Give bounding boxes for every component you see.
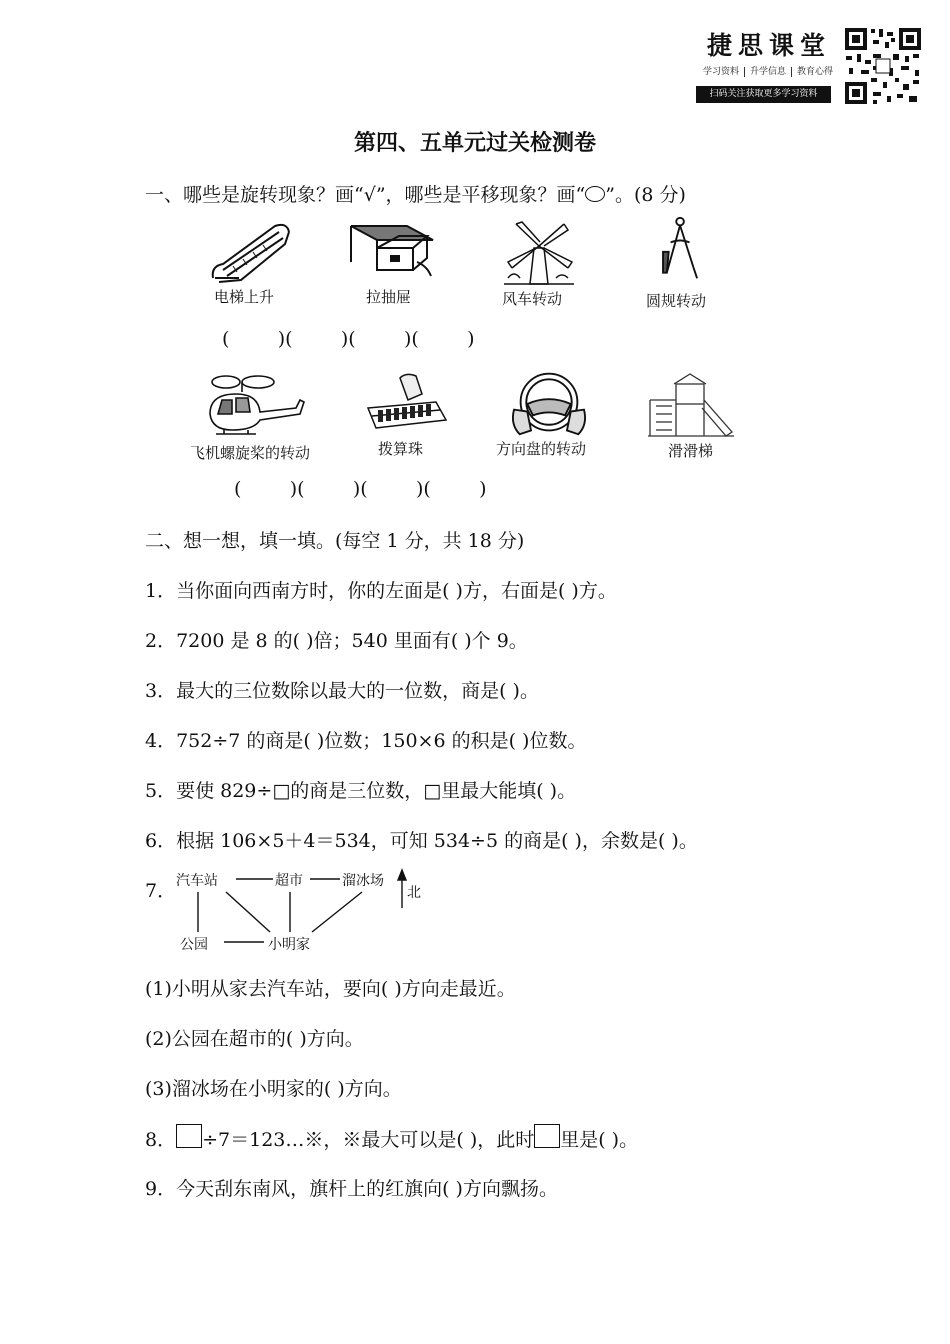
map-label-market: 超市	[275, 873, 303, 889]
map-label-station: 汽车站	[176, 873, 218, 889]
picture-label: 滑滑梯	[668, 442, 714, 460]
helicopter-icon	[196, 372, 306, 442]
map-label-park: 公园	[180, 937, 208, 953]
picture-label: 拉抽屉	[366, 288, 412, 306]
question-9: 9．今天刮东南风，旗杆上的红旗向( )方向飘扬。	[145, 1178, 558, 1200]
question-7-number: 7．	[145, 880, 177, 902]
question-number: 8．	[145, 1129, 177, 1151]
question-text: ÷7＝123…※，※最大可以是( )，此时	[202, 1129, 535, 1151]
section2-heading: 二、想一想，填一填。(每空 1 分，共 18 分)	[145, 530, 525, 552]
compass-icon	[636, 214, 726, 284]
question-4: 4．752÷7 的商是( )位数；150×6 的积是( )位数。	[145, 730, 587, 752]
question-7-3: (3)溜冰场在小明家的( )方向。	[145, 1078, 402, 1100]
slide-icon	[646, 370, 736, 440]
brand-tag: 学习资料	[698, 67, 745, 77]
map-label-rink: 溜冰场	[342, 873, 384, 889]
brand-tags	[698, 64, 838, 77]
brand-tag: 教育心得	[797, 67, 834, 77]
question-2: 2．7200 是 8 的( )倍；540 里面有( )个 9。	[145, 630, 528, 652]
picture-label: 飞机螺旋桨的转动	[190, 444, 311, 462]
picture-label: 风车转动	[502, 290, 563, 308]
question-7-2: (2)公园在超市的( )方向。	[145, 1028, 364, 1050]
brand-tag: 升学信息	[745, 67, 792, 77]
escalator-icon	[205, 218, 295, 288]
brand-banner: 扫码关注获取更多学习资料	[696, 86, 831, 103]
section1-heading	[145, 180, 686, 207]
abacus-icon	[362, 372, 452, 442]
picture-label: 电梯上升	[214, 288, 275, 306]
page-title: 第四、五单元过关检测卷	[353, 131, 596, 156]
picture-label: 方向盘的转动	[496, 440, 587, 458]
question-6: 6．根据 106×5＋4＝534，可知 534÷5 的商是( )，余数是( )。	[145, 830, 698, 852]
question-7-1: (1)小明从家去汽车站，要向( )方向走最近。	[145, 978, 516, 1000]
drawer-icon	[347, 218, 437, 288]
question-1: 1．当你面向西南方时，你的左面是( )方，右面是( )方。	[145, 580, 617, 602]
heading-text: 一、哪些是旋转现象？画“√”，哪些是平移现象？画“	[145, 184, 586, 206]
map-label-north: 北	[407, 885, 421, 901]
map-label-home: 小明家	[268, 937, 310, 953]
blank-box[interactable]	[176, 1124, 202, 1148]
blank-box[interactable]	[534, 1124, 560, 1148]
circle-icon	[585, 186, 605, 202]
brand-name: 捷思课堂	[707, 31, 832, 60]
steering-wheel-icon	[504, 368, 594, 438]
qr-code-icon[interactable]	[843, 26, 923, 106]
picture-label: 圆规转动	[646, 292, 707, 310]
windmill-icon	[494, 218, 584, 288]
question-8	[145, 1124, 638, 1152]
heading-text: ”。(8 分)	[605, 184, 686, 206]
question-text: 里是( )。	[560, 1129, 639, 1151]
question-5: 5．要使 829÷□的商是三位数，□里最大能填( )。	[145, 780, 577, 802]
question-3: 3．最大的三位数除以最大的一位数，商是( )。	[145, 680, 539, 702]
answer-blanks-row2[interactable]: ( )( )( )( )	[234, 478, 487, 500]
direction-map-lines	[170, 862, 430, 952]
picture-label: 拨算珠	[378, 440, 424, 458]
answer-blanks-row1[interactable]: ( )( )( )( )	[222, 328, 475, 350]
